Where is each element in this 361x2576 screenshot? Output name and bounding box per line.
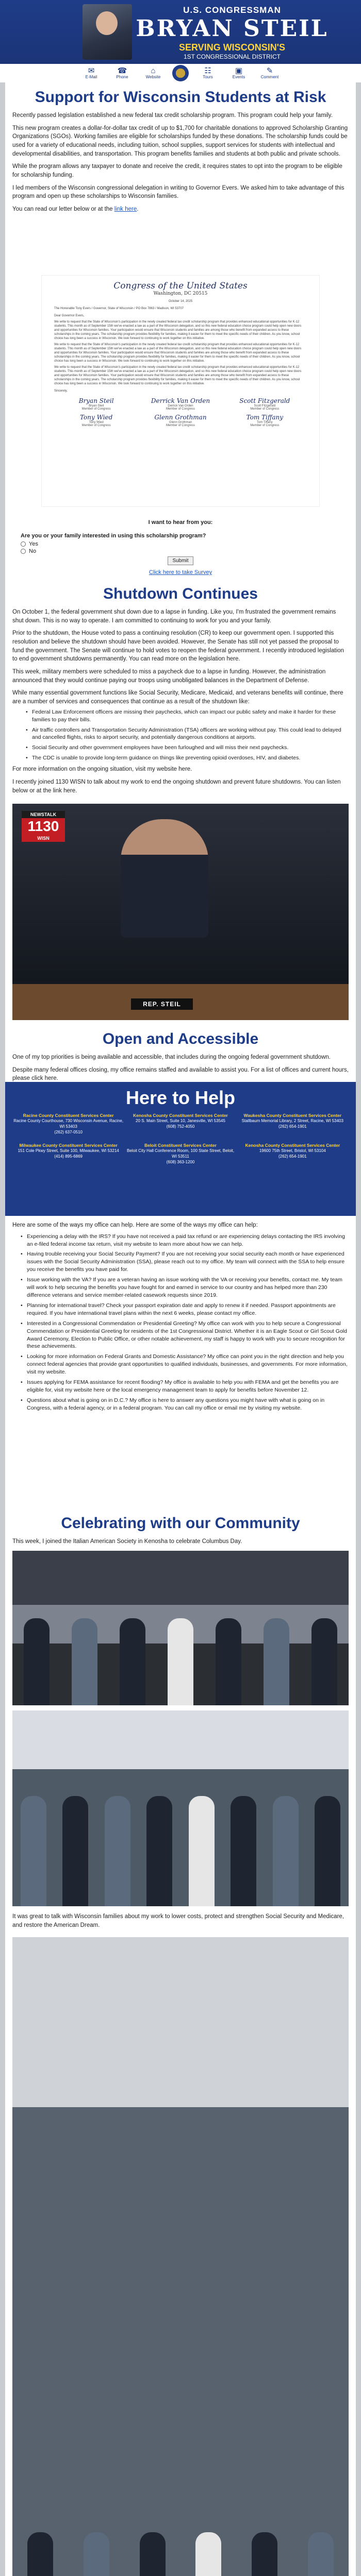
figure [21, 1796, 46, 1906]
open-section [5, 1030, 356, 1083]
signature-block: Derrick Van Orden Derrick Van Orden Member of Congress [142, 397, 219, 411]
figure [146, 1796, 172, 1906]
survey-option-no[interactable]: No [21, 548, 356, 554]
letter-body-2: We write to request that the State of Wisconsin's participation in the newly created federal tax credit scholarship program that provides enhanced educational opportunities for K-12 students. This month as of September 15th we've enacted a law as a part of the Wisconsin delegation, and so this new federal education choice program could help open new doors and opportunities for Wisconsin families. Your participation would ensure that Wisconsin students and families are among those who benefit from expanded access to these scholarships in the coming years. The scholarship program provides flexibility for families, making it easier for them to meet the specific needs of their children. As you know, school choice has long been a success in Wisconsin. We look forward to continuing to work together on this initiative. [54, 343, 302, 363]
shutdown-section [5, 585, 356, 795]
header-kicker: U.S. CONGRESSMAN [183, 5, 281, 15]
support-paragraph-3: While the program allows any taxpayer to donate and receive the credit, it requires states to opt into the program to be eligible for scholarship funding. [12, 163, 342, 179]
figure [27, 2532, 53, 2576]
support-text [5, 111, 356, 214]
letter-address: The Honorable Tony Evers / Governor, State of Wisconsin / PO Box 7863 / Madison, WI 53707 [54, 307, 184, 310]
namecard: REP. STEIL [131, 998, 193, 1010]
nav-email-button[interactable]: ✉ E-Mail [85, 66, 97, 79]
celebrate-paragraph-2: It was great to talk with Wisconsin families about my work to lower costs, protect and strengthen Social Security and Medicare, and restore the American Dream. [12, 1913, 344, 1928]
figure [72, 1618, 97, 1705]
figure [308, 2532, 334, 2576]
nav-tours-button[interactable]: ☷ Tours [203, 66, 213, 79]
letter-date: October 14, 2025 [168, 300, 193, 303]
survey-heading: I want to hear from you: [148, 519, 213, 526]
list-item: • Issue working with the VA? If you are a veteran having an issue working with the VA or receiving your benefits, contact me. My team will work to help securing the benefits you have fought for and earned in service to our country and has helped more than 230 difference veterans and service member-related casework requests since 2019. [21, 1276, 349, 1299]
figures [12, 1759, 349, 1906]
figure [62, 1796, 88, 1906]
office-phone[interactable]: (414) 895-6869 [54, 1154, 83, 1159]
submit-button[interactable]: Submit [168, 556, 193, 565]
shutdown-bullets [5, 706, 356, 762]
newsletter-body [5, 82, 356, 2576]
figure [264, 1618, 289, 1705]
radio-interview-image[interactable] [12, 804, 349, 1020]
signature: Tony Wied [79, 414, 113, 421]
offices-grid [5, 1109, 356, 1170]
support-paragraph-5: You can read our letter below or at the link here. [12, 206, 139, 213]
signature: Derrick Van Orden [151, 397, 210, 404]
shutdown-paragraph-1: On October 1, the federal government shut down due to a lapse in funding. Like you, I'm frustrated the government remains shut down. This is no way to operate. I am committed to continuing to work for you and your family. [12, 609, 336, 624]
figure [252, 2532, 277, 2576]
office-phone[interactable]: (262) 654-1901 [278, 1154, 307, 1159]
list-item: • Social Security and other government employees have been furloughed and will miss their next paychecks. [26, 744, 349, 752]
figure [120, 1618, 145, 1705]
figure [140, 2532, 166, 2576]
columbus-day-photo-2 [12, 1710, 349, 1906]
closing-section [5, 1912, 356, 1929]
help-title: Here to Help [125, 1087, 236, 1108]
survey-question: Are you or your family interested in using this scholarship program? [21, 533, 206, 539]
congressman-figure [121, 819, 208, 938]
letter-city: Washington, DC 20515 [153, 291, 208, 296]
signature-block: Bryan Steil Bryan Steil Member of Congress [58, 397, 135, 411]
signature-block: Scott Fitzgerald Scott Fitzgerald Member of Congress [226, 397, 303, 411]
figure [195, 2532, 221, 2576]
figures [12, 1589, 349, 1705]
figures [12, 2447, 349, 2576]
support-paragraph-2: This new program creates a dollar-for-dollar tax credit of up to $1,700 for charitable donations to approved Scholarship Granting Organizations (SGOs). Working families are eligible for scholarships funded by these donations. The scholarship funds could be used for a variety of educational needs, including tuition, school supplies, support services for students with intellectual and developmental disabilities, and transportation. This program benefits families and students at both public and private schools. [12, 125, 348, 157]
shutdown-paragraph-3: This week, military members were scheduled to miss a paycheck due to a lapse in funding. However, the administration announced that they would continue paying our troops using unobligated balances in the Department of Defense. [12, 669, 326, 684]
calendar-icon: ▣ [235, 66, 243, 75]
header-district: 1ST CONGRESSIONAL DISTRICT [183, 53, 281, 60]
celebrate-section [5, 1515, 356, 1546]
signature: Tom Tiffany [246, 414, 284, 421]
celebrate-paragraph-1: This week, I joined the Italian American Society in Kenosha to celebrate Columbus Day. [12, 1538, 242, 1545]
figure [189, 1796, 215, 1906]
header-subtitle: SERVING WISCONSIN'S [179, 42, 285, 53]
celebrate-title: Celebrating with our Community [61, 1515, 300, 1532]
figure [216, 1618, 241, 1705]
office-card: Beloit Constituent Services Center Beloit City Hall Conference Room, 100 State Street, Beloit, WI 53511 (608) 363-1200 [124, 1143, 236, 1165]
office-phone[interactable]: (262) 637-0510 [54, 1130, 83, 1135]
list-item: • Air traffic controllers and Transportation Security Administration (TSA) officers are working without pay. This could lead to delayed and cancelled flights, risks to airport security, and potentially dangerous conditions at airports. [26, 726, 349, 742]
services-section [5, 1221, 356, 1415]
support-paragraph-1: Recently passed legislation established a new federal tax credit scholarship program. This program could help your family. [12, 112, 333, 118]
letter-body-3: We write to request that the State of Wisconsin's participation in the newly created federal tax credit scholarship program that provides enhanced educational opportunities for K-12 students. This month as of September 15th we've enacted a law as a part of the Wisconsin delegation, and so this new federal education choice program could help open new doors and opportunities for Wisconsin families. Your participation would ensure that Wisconsin students and families are among those who benefit from expanded access to these scholarships in the coming years. The scholarship program provides flexibility for families, making it easier for them to meet the specific needs of their children. As you know, school choice has long been a success in Wisconsin. We look forward to continuing to work together on this initiative. [54, 366, 302, 385]
list-item: • Questions about what is going on in D.C.? My office is here to answer any questions you might have with what is going on in Congress, with a federal agency, or in a federal program. You can call my office or email me by visiting my website. [21, 1397, 349, 1412]
shutdown-title: Shutdown Continues [103, 585, 258, 602]
figure [315, 1796, 340, 1906]
shutdown-paragraph-2: Prior to the shutdown, the House voted to pass a continuing resolution (CR) to keep our government open. I supported this resolution and believe the shutdown should have been avoided. However, the Senate has still not yet passed the proposal to fund the government. The Senate will continue to hold votes to reopen the federal government. I recently introduced legislation to end government shutdowns permanently. You can read more on the legislation here. [12, 630, 344, 663]
office-card: Kenosha County Constituent Services Center 20 S. Main Street, Suite 10, Janesville, WI 53545 (608) 752-4050 [124, 1113, 236, 1136]
open-title: Open and Accessible [102, 1030, 259, 1047]
header-name: BRYAN STEIL [136, 15, 329, 42]
list-item: • Experiencing a delay with the IRS? If you have not received a paid tax refund or are experiencing delays contacting the IRS involving an e-filed federal income tax return, visit my website to learn more about how we can help. [21, 1233, 349, 1248]
nav-phone-button[interactable]: ☎ Phone [116, 66, 128, 79]
figure [24, 1618, 50, 1705]
signature: Glenn Grothman [154, 414, 207, 421]
delegation-letter-image [41, 275, 320, 507]
phone-icon: ☎ [117, 66, 127, 75]
survey-form [5, 519, 356, 575]
envelope-icon: ✉ [88, 66, 95, 75]
building-icon: ☷ [204, 66, 211, 75]
open-paragraph-2: Despite many federal offices closing, my office remains staffed and available to assist you. For a list of offices and current hours, please click here. [12, 1066, 349, 1082]
office-phone[interactable]: (608) 752-4050 [166, 1124, 195, 1129]
figure [168, 1618, 193, 1705]
congressional-seal-icon [172, 65, 189, 81]
list-item: • Interested in a Congressional Commendation or Presidential Greeting? My office can work with you to help secure a Congressional Commendation or Presidential Greeting for residents of the 1st Congressional District. Whether it is an Eagle Scout or Girl Scout Gold Award Ceremony, Election to Public Office, or other notable achievement, my staff is happy to work with you to secure recognition for these achievements. [21, 1320, 349, 1351]
open-paragraph-1: One of my top priorities is being available and accessible, that includes during the ongoing federal government shutdown. [12, 1054, 331, 1060]
nav-events-button[interactable]: ▣ Events [232, 66, 245, 79]
columbus-day-photo-1 [12, 1551, 349, 1705]
list-item: • Planning for international travel? Check your passport expiration date and apply to renew it if needed. Passport appointments are required. If you have international travel plans within the next 6 weeks, please contact my office. [21, 1302, 349, 1317]
office-card: Racine County Constituent Services Center Racine County Courthouse, 730 Wisconsin Avenue, Racine, WI 53403 (262) 637-0510 [12, 1113, 124, 1136]
figure [105, 1796, 130, 1906]
pencil-icon: ✎ [266, 66, 273, 75]
radio-icon[interactable] [21, 541, 26, 547]
shutdown-paragraph-4: While many essential government functions like Social Security, Medicare, Medicaid, and veterans benefits will continue, there are a number of services and consequences that continue as a result of the shutdown like: [12, 690, 343, 705]
signature: Scott Fitzgerald [239, 397, 290, 404]
shutdown-paragraph-6: I recently joined 1130 WISN to talk about my work to end the ongoing shutdown and prevent future shutdowns. You can listen below or at the link here. [12, 778, 341, 794]
letter-letterhead: Congress of the United States [113, 281, 248, 291]
newsletter-header [0, 0, 361, 82]
letter-signatures [54, 397, 307, 430]
list-item: • Federal Law Enforcement officers are missing their paychecks, which can impact our public safety and make it harder for these families to pay their bills. [26, 708, 349, 724]
home-icon: ⌂ [151, 66, 156, 75]
figure [231, 1796, 256, 1906]
office-phone[interactable]: (608) 363-1200 [166, 1159, 195, 1164]
signature: Bryan Steil [78, 397, 114, 404]
survey-option-yes[interactable]: Yes [21, 541, 356, 547]
letter-salutation: Dear Governor Evers, [54, 314, 85, 317]
list-item: • Issues applying for FEMA assistance for recent flooding? My office is available to help you with FEMA and get the benefits you are eligible for, visit my website here or the local emergency management team to apply for benefits before November 12. [21, 1379, 349, 1394]
office-card: Kenosha County Constituent Services Center 19600 75th Street, Bristol, WI 53104 (262) 654-1901 [237, 1143, 349, 1165]
signature-block: Tony Wied Tony Wied Member of Congress [58, 414, 135, 427]
figure [273, 1796, 299, 1906]
nav-bar [0, 64, 361, 82]
nav-comment-button[interactable]: ✎ Comment [260, 66, 279, 79]
office-card: Waukesha County Constituent Services Center Stallbaum Memorial Library, 2 Street, Racine, WI 53403 (262) 654-1901 [237, 1113, 349, 1136]
support-section [5, 89, 356, 106]
letter-close: Sincerely, [54, 389, 68, 393]
office-card: Milwaukee County Constituent Services Center 151 Cole Pkwy Street, Suite 100, Milwaukee, WI 53214 (414) 895-6869 [12, 1143, 124, 1165]
take-survey-link[interactable]: Click here to take Survey [149, 569, 212, 575]
signature-block: Tom Tiffany Tom Tiffany Member of Congress [226, 414, 303, 427]
community-photo [12, 1937, 349, 2576]
signature-block: Glenn Grothman Glenn Grothman Member of Congress [142, 414, 219, 427]
support-title: Support for Wisconsin Students at Risk [35, 89, 326, 106]
letter-link[interactable]: link here [114, 206, 137, 213]
congressman-photo [83, 4, 132, 60]
radio-icon[interactable] [21, 549, 26, 554]
list-item: • Having trouble receiving your Social Security Payment? If you are not receiving your social security each month or have experienced issues with the Social Security Administration (SSA), please reach out to my office. My team will connect with the SSA to help ensure you receive the benefits you have paid for. [21, 1250, 349, 1274]
services-list [5, 1230, 356, 1412]
list-item: • Looking for more information on Federal Grants and Domestic Assistance? My office can point you in the right direction and help you connect federal agencies that provide grant opportunities to qualified individuals, businesses, and governments. For more information, visit my website. [21, 1353, 349, 1376]
support-paragraph-4: I led members of the Wisconsin congressional delegation in writing to Governor Evers. We asked him to take advantage of this program and open up these scholarships to Wisconsin families. [12, 184, 344, 200]
nav-website-button[interactable]: ⌂ Website [145, 66, 161, 79]
figure [311, 1618, 337, 1705]
letter-body: We write to request that the State of Wisconsin's participation in the newly created federal tax credit scholarship program that provides enhanced educational opportunities for K-12 students. This month as of September 15th we've enacted a law as a part of the Wisconsin delegation, and so this new federal education choice program could help open new doors and opportunities for Wisconsin families. Your participation would ensure that Wisconsin students and families are among those who benefit from expanded access to these scholarships in the coming years. The scholarship program provides flexibility for families, making it easier for them to meet the specific needs of their children. As you know, school choice has long been a success in Wisconsin. We look forward to continuing to work together on this initiative. [54, 320, 302, 340]
figure [84, 2532, 109, 2576]
services-intro: Here are some of the ways my office can help. Here are some of the ways my office can help: [12, 1222, 258, 1228]
wisn-logo: NEWSTALK 1130 WISN [22, 811, 65, 842]
office-phone[interactable]: (262) 654-1901 [278, 1124, 307, 1129]
here-to-help-banner [5, 1082, 356, 1216]
shutdown-paragraph-5: For more information on the ongoing situation, visit my website here. [12, 766, 192, 773]
list-item: • The CDC is unable to provide long-term guidance on things like preventing opioid overdoses, HIV, and diabetes. [26, 754, 349, 762]
